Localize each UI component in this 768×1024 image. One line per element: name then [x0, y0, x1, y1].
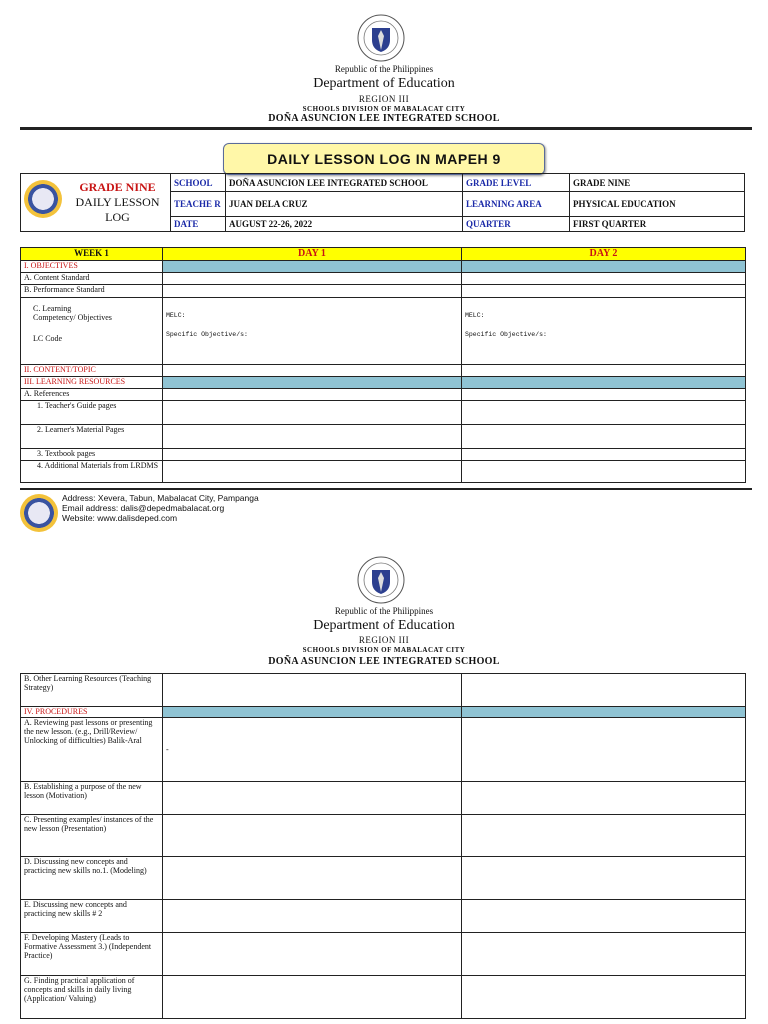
day2-header: DAY 2 [462, 248, 746, 261]
school-label: SCHOOL [171, 174, 226, 192]
day2-melc: MELC: [465, 312, 485, 319]
week-header: WEEK 1 [21, 248, 163, 261]
footer-contact [62, 493, 259, 523]
day1-header: DAY 1 [163, 248, 462, 261]
content-topic-label: II. CONTENT/TOPIC [21, 365, 163, 377]
school-logo-icon [24, 180, 62, 218]
reviewing-day1-cell: - [163, 718, 462, 782]
finding-practical-label: G. Finding practical application of concepts and skills in daily living (Application/ Valuing) [21, 976, 163, 1019]
date-label: DATE [171, 217, 226, 232]
references-label: A. References [21, 389, 163, 401]
day1-melc: MELC: [166, 312, 186, 319]
grade-level-label: GRADE LEVEL [463, 174, 570, 192]
learning-area-value: PHYSICAL EDUCATION [570, 192, 745, 217]
establishing-label: B. Establishing a purpose of the new lesson (Motivation) [21, 782, 163, 815]
lc-code-label: LC Code [33, 334, 63, 343]
info-table [20, 173, 745, 232]
additional-materials-label: 4. Additional Materials from LRDMS [21, 461, 163, 483]
quarter-label: QUARTER [463, 217, 570, 232]
division-text: SCHOOLS DIVISION OF MABALACAT CITY [302, 105, 466, 113]
learning-area-label: LEARNING AREA [463, 192, 570, 217]
deped-seal-icon-2 [357, 556, 405, 604]
deped-seal-icon [357, 14, 405, 62]
lesson-table-1 [20, 247, 746, 483]
region-text: REGION III [358, 94, 410, 104]
dll-logo-cell [21, 174, 171, 232]
dll-line1: DAILY LESSON [75, 195, 160, 209]
discussing-1-label: D. Discussing new concepts and practicing new skills no.1. (Modeling) [21, 857, 163, 900]
header-divider [20, 127, 752, 130]
learning-competency-cell [21, 298, 163, 365]
region-text-2: REGION III [358, 635, 410, 645]
footer-website: Website: www.dalisdeped.com [62, 513, 178, 523]
republic-text-2: Republic of the Philippines [334, 606, 434, 616]
footer-logo-icon [20, 494, 58, 532]
learning-resources-label: III. LEARNING RESOURCES [21, 377, 163, 389]
grade-level-value: GRADE NINE [570, 174, 745, 192]
teachers-guide-label: 1. Teacher's Guide pages [21, 401, 163, 425]
reviewing-label: A. Reviewing past lessons or presenting the new lesson. (e.g., Drill/Review/ Unlocking of difficulties) Balik-Aral [21, 718, 163, 782]
textbook-label: 3. Textbook pages [21, 449, 163, 461]
learners-material-label: 2. Learner's Material Pages [21, 425, 163, 449]
performance-standard-label: B. Performance Standard [21, 285, 163, 298]
teacher-value: JUAN DELA CRUZ [226, 192, 463, 217]
republic-text: Republic of the Philippines [334, 64, 434, 74]
quarter-value: FIRST QUARTER [570, 217, 745, 232]
school-value: DOÑA ASUNCION LEE INTEGRATED SCHOOL [226, 174, 463, 192]
lesson-table-2 [20, 673, 746, 1019]
day2-specific-objective: Specific Objective/s: [465, 331, 547, 338]
page-title: DAILY LESSON LOG IN MAPEH 9 [223, 143, 545, 175]
school-name-text: DOÑA ASUNCION LEE INTEGRATED SCHOOL [268, 113, 500, 124]
grade-nine-label: GRADE NINE [79, 180, 156, 194]
footer-address: Address: Xevera, Tabun, Mabalacat City, Pampanga [62, 493, 259, 503]
department-text: Department of Education [313, 76, 455, 91]
day1-competency-cell [163, 298, 462, 365]
division-text-2: SCHOOLS DIVISION OF MABALACAT CITY [302, 646, 466, 654]
school-name-text-2: DOÑA ASUNCION LEE INTEGRATED SCHOOL [268, 656, 500, 667]
learning-competency-label: C. Learning Competency/ Objectives [33, 304, 112, 322]
developing-mastery-label: F. Developing Mastery (Leads to Formative Assessment 3.) (Independent Practice) [21, 933, 163, 976]
day1-specific-objective: Specific Objective/s: [166, 331, 248, 338]
procedures-label: IV. PROCEDURES [21, 707, 163, 718]
day2-competency-cell [462, 298, 746, 365]
date-value: AUGUST 22-26, 2022 [226, 217, 463, 232]
other-resources-label: B. Other Learning Resources (Teaching Strategy) [21, 674, 163, 707]
teacher-label: TEACHE R [171, 192, 226, 217]
footer-email: Email address: dalis@depedmabalacat.org [62, 503, 225, 513]
discussing-2-label: E. Discussing new concepts and practicing new skills # 2 [21, 900, 163, 933]
presenting-label: C. Presenting examples/ instances of the new lesson (Presentation) [21, 815, 163, 857]
footer-divider [20, 488, 752, 490]
dll-line2: LOG [105, 210, 130, 224]
content-standard-label: A. Content Standard [21, 273, 163, 285]
objectives-label: I. OBJECTIVES [21, 261, 163, 273]
department-text-2: Department of Education [313, 618, 455, 633]
